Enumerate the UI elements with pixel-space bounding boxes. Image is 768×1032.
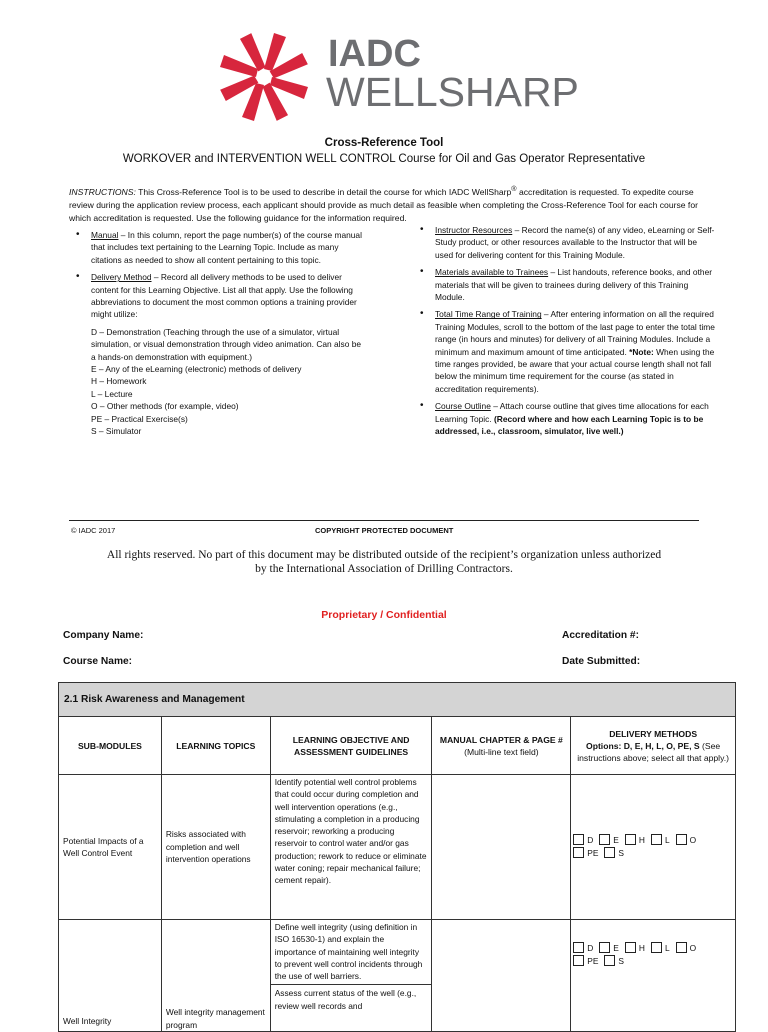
delivery-methods-cell (571, 775, 736, 920)
sub-module-cell: Well Integrity (59, 920, 162, 1032)
objective-cell (270, 920, 432, 1032)
bullet-materials (420, 266, 715, 303)
sub-module-cell: Potential Impacts of a Well Control Event (59, 775, 162, 920)
guidance-right-column (420, 224, 715, 443)
checkbox-pe[interactable] (573, 955, 584, 966)
header-objective: LEARNING OBJECTIVE AND ASSESSMENT GUIDELINES (270, 717, 432, 775)
manual-page-input[interactable] (432, 775, 571, 920)
checkbox-label: E (613, 943, 619, 953)
checkbox-label: PE (587, 956, 599, 966)
cross-reference-table (58, 682, 736, 1032)
header-manual-title: MANUAL CHAPTER & PAGE # (439, 734, 563, 745)
checkbox-l[interactable] (651, 942, 662, 953)
logo-text-wellsharp: WELLSHARP (326, 69, 579, 115)
abbr-item: PE – Practical Exercise(s) (91, 413, 188, 424)
rights-line-1: All rights reserved. No part of this document may be distributed outside of the recipient’s organization unless authorized (106, 549, 662, 561)
note-label: *Note: (629, 346, 654, 357)
objective-text-2: Assess current status of the well (e.g., review well records and (271, 984, 432, 1012)
instructions-text-1: This Cross-Reference Tool is to be used to describe in detail the course for which IADC WellSharp (135, 186, 512, 197)
abbr-item: S – Simulator (91, 426, 142, 437)
text-manual: – In this column, report the page number(s) of the course manual that includes text pertaining to the Learning Topic. Include as many citations as needed to show all content pertaining to this topic. (91, 230, 362, 265)
manual-page-input[interactable] (432, 920, 571, 1032)
bullet-total-time (420, 308, 715, 395)
checkbox-label: PE (587, 848, 599, 858)
document-title: Cross-Reference Tool (324, 137, 444, 149)
course-name-label: Course Name: (63, 656, 133, 667)
checkbox-label: E (613, 835, 619, 845)
objective-cell: Identify potential well control problems that could occur during completion and well intervention operations (e.g., stimulating a completion in a producing reservoir; reworking a producing reservoir to control water and/or gas production; rework to reduce or eliminate water coning; repair mechanical failure; cement repair). (270, 775, 432, 920)
checkbox-e[interactable] (599, 834, 610, 845)
table-row (59, 920, 736, 1032)
instructions-paragraph (69, 183, 714, 225)
checkbox-o[interactable] (676, 942, 687, 953)
footer-divider (69, 520, 699, 521)
company-name-label: Company Name: (63, 630, 144, 641)
checkbox-label: S (618, 848, 625, 858)
text-total-time: – After entering information on all the required Training Modules, scroll to the bottom of the last page to enter the total time range (in hours and minutes) for delivery of all Training Modules. Include a minimum and maximum amount of time anticipated. (435, 309, 715, 357)
term-manual: Manual (91, 230, 119, 240)
checkbox-s[interactable] (604, 847, 615, 858)
header-learning-topics: LEARNING TOPICS (161, 717, 270, 775)
term-course-outline: Course Outline (435, 401, 491, 412)
checkbox-label: H (638, 943, 645, 953)
logo-text-iadc: IADC (328, 33, 421, 75)
registered-mark: ® (511, 185, 517, 193)
abbr-item: O – Other methods (for example, video) (91, 401, 239, 412)
text-course-outline-bold: (Record where and how each Learning Topic is to be addressed, i.e., classroom, simulator, live well.) (435, 413, 704, 437)
guidance-left-column (76, 229, 366, 438)
instructions-text-2: accreditation is requested. To expedite course review during the application review process, each applicant should provide as much detail as feasible when completing the Cross-Reference Tool for each course for which accreditation is requested. Use the following guidance for the information required. (69, 186, 698, 224)
header-delivery (571, 717, 736, 775)
checkbox-label: L (664, 943, 670, 953)
column-header-row (59, 717, 736, 775)
checkbox-label: D (587, 943, 594, 953)
header-sub-modules: SUB-MODULES (59, 717, 162, 775)
wellsharp-star-icon (216, 30, 316, 125)
checkbox-label: O (689, 943, 697, 953)
text-delivery-method: – Record all delivery methods to be used to deliver content for this Learning Objective. List all that apply. Use the following abbreviations to document the most common options a training provider might utilize: (91, 272, 357, 320)
header-manual-sub: (Multi-line text field) (464, 746, 539, 757)
term-delivery-method: Delivery Method (91, 272, 152, 283)
proprietary-label: Proprietary / Confidential (321, 609, 447, 621)
header-delivery-options: Options: D, E, H, L, O, PE, S (586, 740, 700, 751)
checkbox-label: D (587, 835, 594, 845)
abbr-item: E – Any of the eLearning (electronic) methods of delivery (91, 364, 302, 375)
accreditation-label: Accreditation #: (562, 630, 639, 641)
checkbox-label: L (664, 835, 670, 845)
learning-topic-cell: Well integrity management program (161, 920, 270, 1032)
iadc-wellsharp-logo (216, 30, 579, 125)
text-instructor-resources: – Record the name(s) of any video, eLearning or Self-Study product, or other resources available to the Instructor that will be used for delivering content for this Training Module. (435, 225, 715, 260)
checkbox-e[interactable] (599, 942, 610, 953)
header-delivery-title: DELIVERY METHODS (609, 728, 698, 739)
checkbox-label: S (618, 956, 625, 966)
delivery-checkbox-group (571, 942, 735, 968)
delivery-checkbox-group (571, 834, 735, 860)
checkbox-h[interactable] (625, 942, 636, 953)
abbr-item: D – Demonstration (Teaching through the use of a simulator, virtual simulation, or visual demonstration through video animation. Can also be a hands-on demonstration with equipment.) (91, 326, 362, 362)
bullet-course-outline (420, 400, 715, 437)
delivery-methods-cell (571, 920, 736, 1032)
checkbox-h[interactable] (625, 834, 636, 845)
abbreviation-list (76, 326, 366, 438)
bullet-instructor-resources (420, 224, 715, 261)
abbr-item: L – Lecture (91, 388, 133, 399)
protected-notice: COPYRIGHT PROTECTED DOCUMENT (315, 526, 454, 535)
checkbox-o[interactable] (676, 834, 687, 845)
learning-topic-cell: Risks associated with completion and well intervention operations (161, 775, 270, 920)
document-subtitle: WORKOVER and INTERVENTION WELL CONTROL Course for Oil and Gas Operator Representative (122, 153, 646, 165)
checkbox-label: O (689, 835, 697, 845)
abbr-item: H – Homework (91, 376, 147, 387)
checkbox-s[interactable] (604, 955, 615, 966)
text-materials: – List handouts, reference books, and other materials that will be given to trainees during delivery of this Training Module. (435, 267, 713, 303)
term-instructor-resources: Instructor Resources (435, 225, 513, 235)
objective-text: Define well integrity (using definition in ISO 16530-1) and explain the importance of maintaining well integrity to prevent well control incidents through the use of well barriers. (274, 922, 423, 982)
checkbox-d[interactable] (573, 834, 584, 845)
header-delivery-note: (See instructions above; select all that apply.) (577, 740, 729, 763)
rights-statement (0, 548, 768, 576)
checkbox-label: H (638, 835, 645, 845)
section-header-row (59, 683, 736, 717)
section-title: 2.1 Risk Awareness and Management (59, 683, 736, 717)
instructions-lead: INSTRUCTIONS: (69, 186, 136, 197)
bullet-manual (76, 229, 366, 266)
text-total-time-2: When using the time ranges provided, be aware that your actual course length shall not fall below the minimum time requirement for the course (as stated in accreditation requirements). (435, 346, 715, 394)
copyright-notice: © IADC 2017 (71, 526, 116, 535)
rights-line-2: by the International Association of Drilling Contractors. (255, 563, 513, 575)
term-total-time: Total Time Range of Training (435, 309, 542, 320)
checkbox-pe[interactable] (573, 847, 584, 858)
bullet-delivery-method (76, 271, 366, 321)
date-submitted-label: Date Submitted: (562, 656, 641, 667)
text-course-outline: – Attach course outline that gives time allocations for each Learning Topic. (435, 401, 709, 424)
checkbox-d[interactable] (573, 942, 584, 953)
checkbox-l[interactable] (651, 834, 662, 845)
table-row (59, 775, 736, 920)
header-manual (432, 717, 571, 775)
term-materials: Materials available to Trainees (435, 267, 549, 278)
